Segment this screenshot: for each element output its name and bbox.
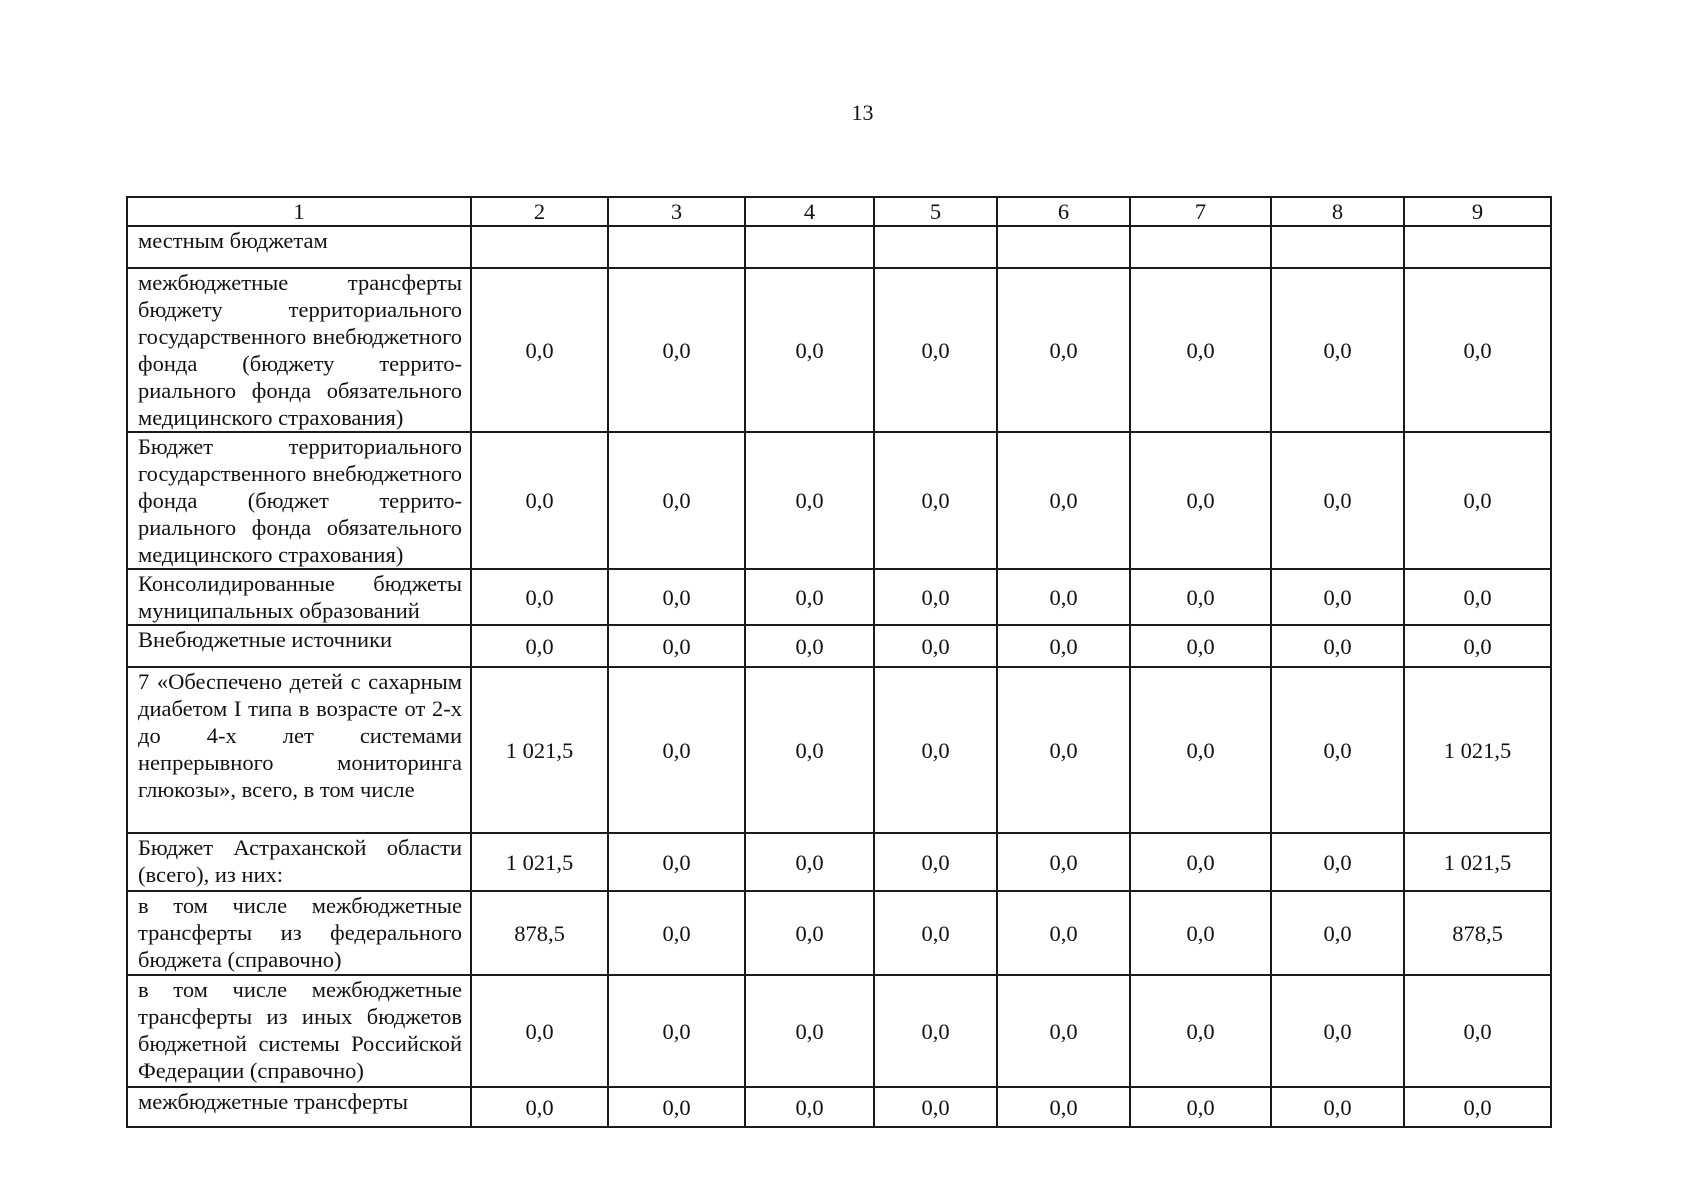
value-cell: 0,0 [471, 432, 608, 569]
value-cell: 0,0 [608, 833, 745, 891]
table-row [127, 432, 1551, 569]
column-header: 7 [1130, 197, 1271, 226]
value-cell: 0,0 [997, 833, 1130, 891]
value-cell: 0,0 [1271, 833, 1404, 891]
value-cell: 0,0 [874, 667, 997, 833]
value-cell: 0,0 [745, 625, 874, 667]
value-cell: 0,0 [1404, 975, 1551, 1087]
column-header: 9 [1404, 197, 1551, 226]
value-cell: 0,0 [471, 569, 608, 625]
table-row [127, 1087, 1551, 1127]
row-label: в том числе межбюджетные трансферты из федерального бюджета (справочно) [127, 891, 471, 975]
column-header: 5 [874, 197, 997, 226]
header-row [127, 197, 1551, 226]
value-cell: 0,0 [874, 891, 997, 975]
value-cell: 0,0 [1271, 432, 1404, 569]
column-header: 1 [127, 197, 471, 226]
value-cell: 0,0 [1404, 1087, 1551, 1127]
value-cell: 0,0 [1130, 268, 1271, 432]
value-cell: 0,0 [745, 432, 874, 569]
value-cell: 0,0 [471, 975, 608, 1087]
value-cell: 0,0 [1130, 833, 1271, 891]
value-cell: 0,0 [997, 667, 1130, 833]
value-cell: 0,0 [874, 625, 997, 667]
value-cell: 878,5 [1404, 891, 1551, 975]
table-row [127, 975, 1551, 1087]
value-cell: 0,0 [471, 1087, 608, 1127]
value-cell: 0,0 [1130, 667, 1271, 833]
value-cell: 0,0 [997, 1087, 1130, 1127]
value-cell: 0,0 [1404, 268, 1551, 432]
value-cell: 0,0 [608, 1087, 745, 1127]
value-cell [471, 226, 608, 268]
value-cell: 0,0 [997, 975, 1130, 1087]
value-cell: 0,0 [997, 268, 1130, 432]
budget-table [126, 196, 1552, 1128]
row-label: межбюджетные трансферты бюджету территориального государственного внебюджетного фонда (бюджету территориального фонда обязательного медицинского страхования) [127, 268, 471, 432]
table-row [127, 667, 1551, 833]
value-cell: 0,0 [874, 1087, 997, 1127]
value-cell: 0,0 [1271, 667, 1404, 833]
value-cell: 0,0 [471, 625, 608, 667]
value-cell: 0,0 [1271, 1087, 1404, 1127]
value-cell: 0,0 [874, 975, 997, 1087]
row-label: межбюджетные трансферты [127, 1087, 471, 1127]
value-cell: 0,0 [1130, 432, 1271, 569]
column-header: 8 [1271, 197, 1404, 226]
value-cell: 878,5 [471, 891, 608, 975]
value-cell: 1 021,5 [471, 833, 608, 891]
value-cell: 0,0 [1271, 625, 1404, 667]
value-cell: 0,0 [997, 625, 1130, 667]
table-row [127, 268, 1551, 432]
table-row [127, 625, 1551, 667]
column-header: 4 [745, 197, 874, 226]
value-cell: 0,0 [1271, 975, 1404, 1087]
value-cell: 1 021,5 [1404, 667, 1551, 833]
value-cell: 0,0 [997, 891, 1130, 975]
table-row [127, 569, 1551, 625]
value-cell: 0,0 [1404, 432, 1551, 569]
value-cell: 0,0 [471, 268, 608, 432]
value-cell: 0,0 [874, 569, 997, 625]
value-cell: 0,0 [745, 569, 874, 625]
row-label: Консолидированные бюджеты муниципальных образований [127, 569, 471, 625]
value-cell: 0,0 [1130, 975, 1271, 1087]
value-cell: 1 021,5 [471, 667, 608, 833]
value-cell: 0,0 [608, 891, 745, 975]
value-cell [1271, 226, 1404, 268]
value-cell: 0,0 [874, 432, 997, 569]
value-cell: 0,0 [1130, 569, 1271, 625]
value-cell: 0,0 [608, 569, 745, 625]
row-label: 7 «Обеспечено детей с сахарным диабетом I типа в возрасте от 2-х до 4-х лет системами непрерывного мониторинга глюкозы», всего, в том числе [127, 667, 471, 833]
value-cell: 1 021,5 [1404, 833, 1551, 891]
value-cell: 0,0 [608, 268, 745, 432]
value-cell: 0,0 [745, 268, 874, 432]
value-cell: 0,0 [745, 975, 874, 1087]
value-cell: 0,0 [1404, 569, 1551, 625]
table-row [127, 891, 1551, 975]
value-cell: 0,0 [1271, 268, 1404, 432]
value-cell: 0,0 [745, 891, 874, 975]
value-cell: 0,0 [1130, 891, 1271, 975]
row-label: местным бюджетам [127, 226, 471, 268]
value-cell: 0,0 [745, 1087, 874, 1127]
row-label: Бюджет Астраханской области (всего), из них: [127, 833, 471, 891]
value-cell: 0,0 [1271, 891, 1404, 975]
value-cell [745, 226, 874, 268]
value-cell: 0,0 [1130, 1087, 1271, 1127]
value-cell: 0,0 [874, 268, 997, 432]
value-cell [608, 226, 745, 268]
value-cell: 0,0 [745, 667, 874, 833]
value-cell: 0,0 [997, 432, 1130, 569]
value-cell [997, 226, 1130, 268]
row-label: Бюджет территориального государственного внебюджетного фонда (бюджет территориального фонда обязательного медицинского страхования) [127, 432, 471, 569]
value-cell [1130, 226, 1271, 268]
column-header: 6 [997, 197, 1130, 226]
value-cell: 0,0 [1271, 569, 1404, 625]
value-cell: 0,0 [608, 625, 745, 667]
value-cell: 0,0 [1130, 625, 1271, 667]
value-cell: 0,0 [1404, 625, 1551, 667]
table-row [127, 226, 1551, 268]
page-number: 13 [851, 100, 874, 125]
value-cell [1404, 226, 1551, 268]
row-label: в том числе межбюджетные трансферты из иных бюджетов бюджетной системы Российской Федерации (справочно) [127, 975, 471, 1087]
column-header: 2 [471, 197, 608, 226]
row-label: Внебюджетные источники [127, 625, 471, 667]
value-cell: 0,0 [608, 432, 745, 569]
value-cell [874, 226, 997, 268]
table-row [127, 833, 1551, 891]
value-cell: 0,0 [874, 833, 997, 891]
column-header: 3 [608, 197, 745, 226]
value-cell: 0,0 [608, 975, 745, 1087]
value-cell: 0,0 [608, 667, 745, 833]
value-cell: 0,0 [997, 569, 1130, 625]
value-cell: 0,0 [745, 833, 874, 891]
